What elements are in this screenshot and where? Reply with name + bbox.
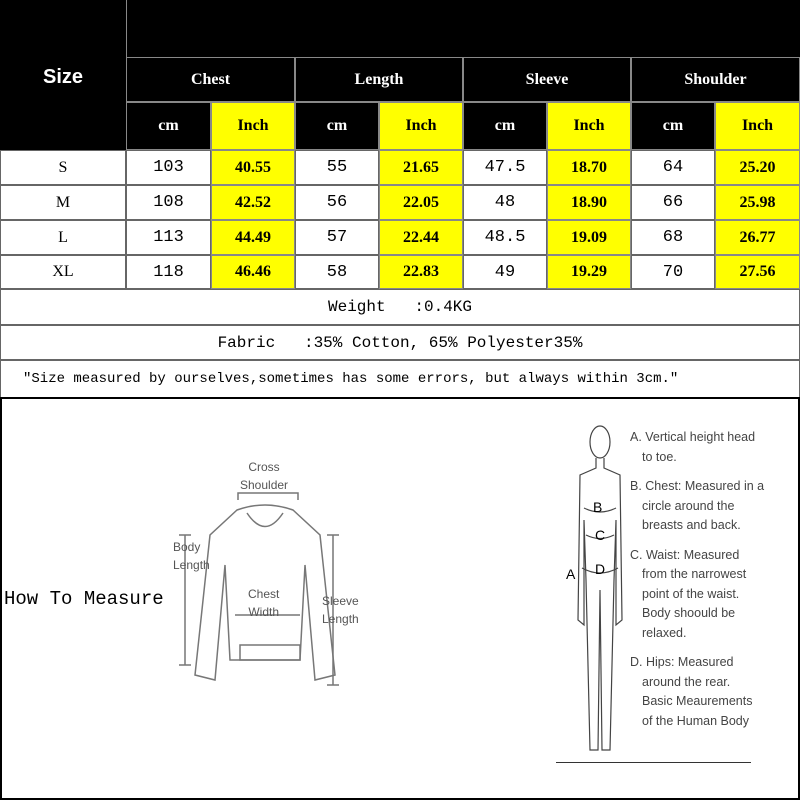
table-cell: 49 xyxy=(463,255,547,289)
table-cell: 22.44 xyxy=(379,220,463,255)
unit-cm: cm xyxy=(463,102,547,150)
size-cell: M xyxy=(0,185,126,220)
letter-b: B xyxy=(593,499,603,515)
note-c xyxy=(630,546,764,644)
table-cell: 58 xyxy=(295,255,379,289)
note-line: from the narrowest xyxy=(642,567,747,581)
table-cell: 21.65 xyxy=(379,150,463,185)
note-line: C. Waist: Measured xyxy=(630,547,740,562)
letter-a: A xyxy=(566,566,576,582)
weight-row: Weight :0.4KG xyxy=(0,289,800,325)
table-cell: 22.83 xyxy=(379,255,463,289)
table-cell: 55 xyxy=(295,150,379,185)
table-cell: 66 xyxy=(631,185,715,220)
sleeve-length-label: Sleeve Length xyxy=(322,594,359,626)
table-cell: 27.56 xyxy=(715,255,800,289)
table-cell: 19.09 xyxy=(547,220,631,255)
note-line: breasts and back. xyxy=(642,518,741,532)
table-cell: 40.55 xyxy=(211,150,295,185)
note-b xyxy=(630,477,764,536)
column-header-sleeve: Sleeve xyxy=(463,57,631,102)
unit-inch: Inch xyxy=(211,102,295,150)
table-cell: 108 xyxy=(126,185,211,220)
letter-d: D xyxy=(595,561,606,577)
table-cell: 56 xyxy=(295,185,379,220)
table-cell: 25.20 xyxy=(715,150,800,185)
size-header: Size xyxy=(0,57,126,97)
size-cell: S xyxy=(0,150,126,185)
table-cell: 44.49 xyxy=(211,220,295,255)
unit-cm: cm xyxy=(631,102,715,150)
unit-inch: Inch xyxy=(379,102,463,150)
note-line: around the rear. xyxy=(642,674,731,689)
measurement-notes xyxy=(630,428,764,741)
note-line: of the Human Body xyxy=(642,713,750,728)
table-cell: 18.90 xyxy=(547,185,631,220)
body-length-label: Body Length xyxy=(173,540,210,572)
note-line: Body shoould be xyxy=(642,606,736,620)
unit-cm: cm xyxy=(126,102,211,150)
table-cell: 42.52 xyxy=(211,185,295,220)
table-cell: 19.29 xyxy=(547,255,631,289)
table-cell: 64 xyxy=(631,150,715,185)
column-header-chest: Chest xyxy=(126,57,295,102)
table-cell: 26.77 xyxy=(715,220,800,255)
note-line: circle around the xyxy=(642,498,735,513)
table-cell: 48 xyxy=(463,185,547,220)
table-cell: 118 xyxy=(126,255,211,289)
fabric-row: Fabric :35% Cotton, 65% Polyester35% xyxy=(0,325,800,360)
body-figure xyxy=(570,420,630,760)
note-line: D. Hips: Measured xyxy=(630,655,734,669)
note-line: point of the waist. xyxy=(642,586,740,601)
unit-inch: Inch xyxy=(547,102,631,150)
table-cell: 113 xyxy=(126,220,211,255)
column-header-length: Length xyxy=(295,57,463,102)
note-row: "Size measured by ourselves,sometimes has some errors, but always within 3cm." xyxy=(0,360,800,398)
table-cell: 70 xyxy=(631,255,715,289)
table-cell: 68 xyxy=(631,220,715,255)
note-line: Basic Meaurements xyxy=(642,694,753,708)
size-cell: L xyxy=(0,220,126,255)
table-cell: 103 xyxy=(126,150,211,185)
note-line: relaxed. xyxy=(642,625,687,640)
unit-inch: Inch xyxy=(715,102,800,150)
table-cell: 22.05 xyxy=(379,185,463,220)
divider xyxy=(556,762,751,763)
table-cell: 48.5 xyxy=(463,220,547,255)
note-line: A. Vertical height head xyxy=(630,430,756,444)
note-a xyxy=(630,428,764,467)
note-d xyxy=(630,653,764,731)
table-cell: 18.70 xyxy=(547,150,631,185)
chest-width-label: Chest Width xyxy=(248,587,280,619)
unit-cm: cm xyxy=(295,102,379,150)
table-cell: 25.98 xyxy=(715,185,800,220)
size-cell: XL xyxy=(0,255,126,289)
table-cell: 57 xyxy=(295,220,379,255)
column-header-shoulder: Shoulder xyxy=(631,57,800,102)
note-line: B. Chest: Measured in a xyxy=(630,479,765,493)
note-line: to toe. xyxy=(642,449,677,464)
table-cell: 46.46 xyxy=(211,255,295,289)
cross-shoulder-label: Cross Shoulder xyxy=(240,460,289,492)
table-cell: 47.5 xyxy=(463,150,547,185)
letter-c: C xyxy=(595,527,606,543)
how-to-measure-title: How To Measure xyxy=(4,588,164,610)
